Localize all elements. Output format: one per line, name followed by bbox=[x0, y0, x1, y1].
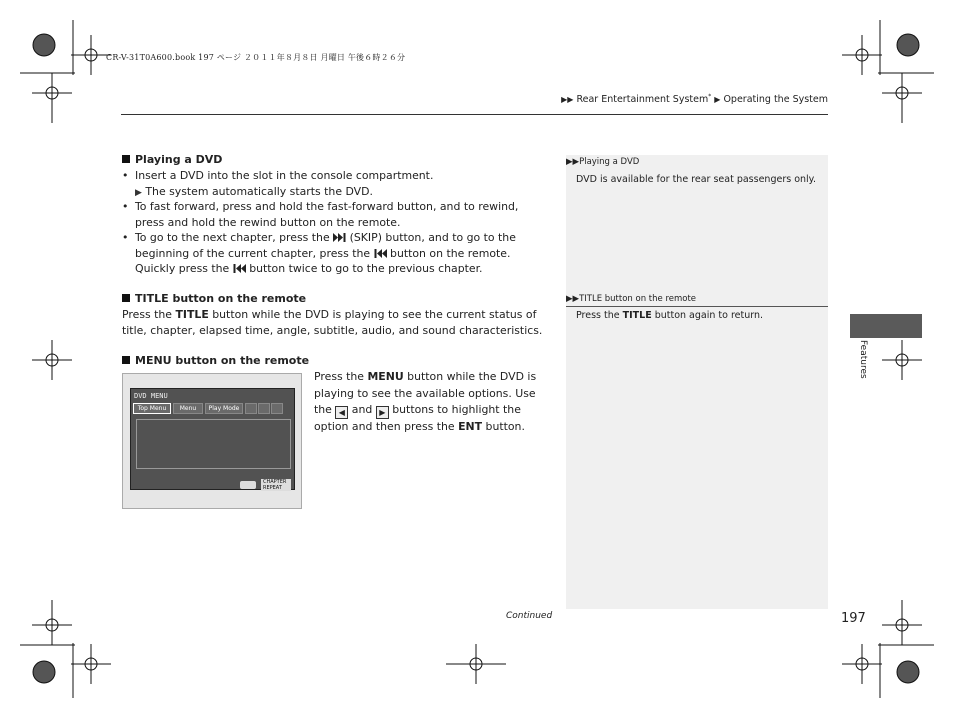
square-bullet-icon bbox=[122, 155, 130, 163]
section-heading-menu-button: MENU button on the remote bbox=[122, 354, 309, 367]
skip-back-icon bbox=[233, 264, 246, 273]
breadcrumb-page[interactable]: Operating the System bbox=[723, 94, 828, 106]
skip-forward-icon bbox=[333, 233, 346, 242]
chapter-repeat-label: CHAPTER REPEAT bbox=[261, 479, 291, 491]
title-button-text: Press the TITLE button while the DVD is playing to see the current status of title, chapter, elapsed time, angle, subtitle, audio, and sound characteristics. bbox=[122, 308, 543, 337]
dvd-menu-blank-slot bbox=[245, 403, 257, 414]
breadcrumb bbox=[561, 93, 828, 105]
breadcrumb-asterisk: * bbox=[708, 93, 712, 100]
dvd-menu-blank-slot bbox=[258, 403, 270, 414]
square-bullet-icon bbox=[122, 294, 130, 302]
square-bullet-icon bbox=[122, 356, 130, 364]
dvd-menu-content-area bbox=[136, 419, 291, 469]
note-arrow-icon: ▶▶ bbox=[566, 294, 580, 304]
chapter-tab[interactable] bbox=[850, 314, 922, 338]
breadcrumb-arrow-icon: ▶ bbox=[714, 95, 721, 105]
header-rule bbox=[121, 114, 828, 115]
bullet-insert-dvd: • Insert a DVD into the slot in the console compartment. ▶ The system automatically starts the DVD. bbox=[135, 168, 549, 201]
note-divider bbox=[566, 306, 828, 307]
menu-button-text: Press the MENU button while the DVD is playing to see the available options. Use the ◀ and ▶ buttons to highlight the option and then press the ENT button. bbox=[314, 370, 537, 433]
dvd-menu-screenshot bbox=[122, 373, 302, 509]
dvd-menu-footer bbox=[240, 474, 291, 491]
section-heading-playing-dvd: Playing a DVD bbox=[122, 153, 222, 166]
skip-back-icon bbox=[374, 249, 387, 258]
dvd-menu-blank-slot bbox=[271, 403, 283, 414]
dvd-menu-menu: Menu bbox=[173, 403, 203, 414]
left-arrow-icon: ◀ bbox=[335, 406, 348, 419]
note-text-title-button: Press the TITLE button again to return. bbox=[576, 310, 764, 321]
dvd-menu-display bbox=[130, 388, 295, 490]
dvd-menu-top-menu: Top Menu bbox=[133, 403, 171, 414]
continued-label: Continued bbox=[506, 611, 553, 621]
page-number: 197 bbox=[841, 611, 866, 626]
result-arrow-icon: ▶ bbox=[135, 187, 142, 198]
note-arrow-icon: ▶▶ bbox=[566, 157, 580, 167]
dvd-menu-bar bbox=[133, 403, 290, 413]
file-info: CR-V-31T0A600.book 197 ページ ２０１１年８月８日 月曜日 午後６時２６分 bbox=[106, 53, 406, 62]
sidebar-notes bbox=[566, 155, 828, 609]
note-heading-playing-dvd: ▶▶Playing a DVD bbox=[566, 157, 640, 167]
bullet-fast-forward: • To fast forward, press and hold the fast-forward button, and to rewind, press and hold the rewind button on the remote. bbox=[135, 199, 549, 230]
note-heading-title-button: ▶▶TITLE button on the remote bbox=[566, 294, 697, 304]
play-icon bbox=[240, 481, 256, 489]
note-text-playing-dvd: DVD is available for the rear seat passengers only. bbox=[576, 174, 816, 185]
breadcrumb-arrow-icon: ▶▶ bbox=[561, 95, 574, 105]
section-heading-title-button: TITLE button on the remote bbox=[122, 292, 306, 305]
dvd-menu-title: DVD MENU bbox=[134, 392, 168, 400]
right-arrow-icon: ▶ bbox=[376, 406, 389, 419]
dvd-menu-play-mode: Play Mode bbox=[205, 403, 243, 414]
chapter-tab-label: Features bbox=[858, 340, 868, 379]
bullet-skip: • To go to the next chapter, press the (SKIP) button, and to go to the beginning of the current chapter, press the button on the remote. Quickly press the button twice to go to the previous chapter. bbox=[135, 230, 549, 277]
breadcrumb-section[interactable]: Rear Entertainment System bbox=[576, 94, 709, 106]
